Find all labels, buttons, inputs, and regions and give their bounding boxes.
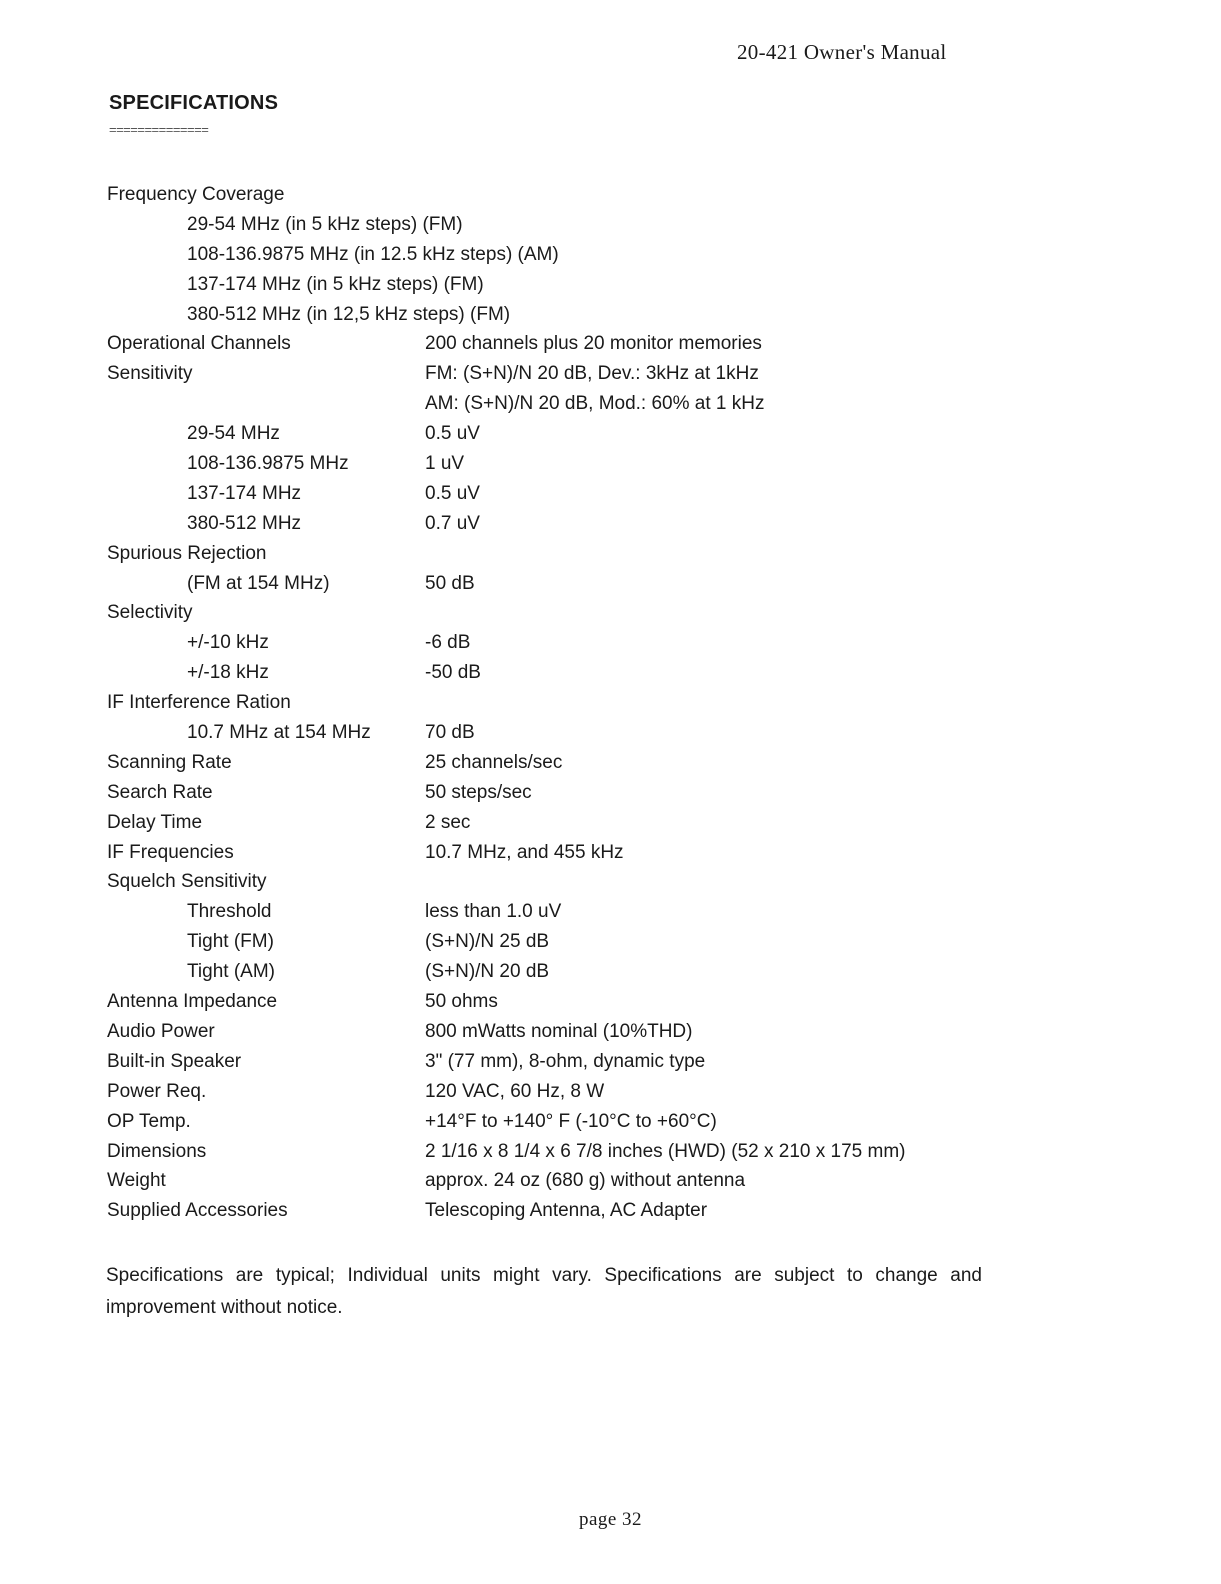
spec-label: Tight (AM) [187, 961, 275, 983]
spec-row [0, 569, 1221, 599]
spec-label: Tight (FM) [187, 931, 274, 953]
spec-label: Power Req. [107, 1080, 207, 1102]
spec-row [0, 210, 1221, 240]
spec-row [0, 957, 1221, 987]
spec-value: (S+N)/N 20 dB [425, 961, 550, 983]
spec-value: 50 ohms [425, 991, 498, 1013]
spec-row [0, 1196, 1221, 1226]
spec-row [0, 180, 1221, 210]
spec-row [0, 479, 1221, 509]
spec-label: Search Rate [107, 781, 213, 803]
spec-label: 380-512 MHz [187, 512, 302, 534]
spec-label: 108-136.9875 MHz (in 12.5 kHz steps) (AM) [187, 243, 559, 265]
spec-value: 70 dB [425, 722, 475, 744]
spec-row [0, 389, 1221, 419]
spec-label: Delay Time [107, 811, 203, 833]
page-number: page 32 [578, 1509, 643, 1530]
spec-row [0, 1077, 1221, 1107]
page-title: SPECIFICATIONS [109, 92, 279, 114]
spec-row [0, 359, 1221, 389]
spec-value: 50 dB [425, 572, 475, 594]
spec-label: 29-54 MHz (in 5 kHz steps) (FM) [187, 213, 463, 235]
spec-row [0, 449, 1221, 479]
spec-row [0, 808, 1221, 838]
spec-row [0, 300, 1221, 330]
spec-label: Sensitivity [107, 363, 193, 385]
spec-row [0, 658, 1221, 688]
spec-label: (FM at 154 MHz) [187, 572, 330, 594]
spec-label: Dimensions [107, 1140, 207, 1162]
spec-label: Scanning Rate [107, 751, 232, 773]
spec-label: 108-136.9875 MHz [187, 453, 349, 475]
spec-value: 0.5 uV [425, 482, 480, 504]
spec-row [0, 987, 1221, 1017]
spec-value: 2 sec [425, 811, 471, 833]
spec-row [0, 1166, 1221, 1196]
spec-row [0, 1137, 1221, 1167]
spec-row [0, 718, 1221, 748]
spec-label: Audio Power [107, 1020, 215, 1042]
spec-label: IF Interference Ration [107, 692, 291, 714]
spec-row [0, 419, 1221, 449]
spec-value: FM: (S+N)/N 20 dB, Dev.: 3kHz at 1kHz [425, 363, 759, 385]
manual-title: 20-421 Owner's Manual [737, 40, 947, 64]
spec-value: approx. 24 oz (680 g) without antenna [425, 1170, 746, 1192]
spec-label: Squelch Sensitivity [107, 871, 267, 893]
spec-label: 137-174 MHz [187, 482, 302, 504]
spec-label: IF Frequencies [107, 841, 234, 863]
spec-value: 1 uV [425, 453, 465, 475]
spec-value: 800 mWatts nominal (10%THD) [425, 1020, 693, 1042]
spec-label: Operational Channels [107, 333, 291, 355]
spec-row [0, 598, 1221, 628]
specifications-list [0, 180, 1221, 1226]
spec-label: Weight [107, 1170, 166, 1192]
spec-value: 3" (77 mm), 8-ohm, dynamic type [425, 1050, 706, 1072]
spec-label: OP Temp. [107, 1110, 191, 1132]
spec-value: 50 steps/sec [425, 781, 532, 803]
spec-value: 200 channels plus 20 monitor memories [425, 333, 762, 355]
spec-value: Telescoping Antenna, AC Adapter [425, 1200, 708, 1222]
spec-row [0, 240, 1221, 270]
spec-row [0, 1107, 1221, 1137]
spec-value: 0.5 uV [425, 423, 480, 445]
spec-row [0, 270, 1221, 300]
spec-value: -50 dB [425, 662, 481, 684]
spec-row [0, 329, 1221, 359]
spec-label: Spurious Rejection [107, 542, 267, 564]
spec-value: -6 dB [425, 632, 471, 654]
spec-value: 10.7 MHz, and 455 kHz [425, 841, 624, 863]
spec-value: (S+N)/N 25 dB [425, 931, 550, 953]
spec-value: less than 1.0 uV [425, 901, 562, 923]
title-rule: ============== [109, 122, 209, 137]
spec-label: Threshold [187, 901, 272, 923]
spec-label: 380-512 MHz (in 12,5 kHz steps) (FM) [187, 303, 511, 325]
spec-row [0, 927, 1221, 957]
spec-label: +/-18 kHz [187, 662, 269, 684]
disclaimer-note: Specifications are typical; Individual units might vary. Specifications are subject to change and improvement without notice. [106, 1265, 982, 1318]
spec-row [0, 748, 1221, 778]
spec-row [0, 778, 1221, 808]
spec-row [0, 1047, 1221, 1077]
spec-row [0, 1017, 1221, 1047]
spec-label: Built-in Speaker [107, 1050, 242, 1072]
spec-row [0, 628, 1221, 658]
spec-row [0, 897, 1221, 927]
spec-row [0, 539, 1221, 569]
spec-value: AM: (S+N)/N 20 dB, Mod.: 60% at 1 kHz [425, 393, 765, 415]
spec-label: 10.7 MHz at 154 MHz [187, 722, 371, 744]
spec-row [0, 838, 1221, 868]
spec-value: 2 1/16 x 8 1/4 x 6 7/8 inches (HWD) (52 x 210 x 175 mm) [425, 1140, 906, 1162]
spec-label: Selectivity [107, 602, 193, 624]
spec-value: +14°F to +140° F (-10°C to +60°C) [425, 1110, 717, 1132]
spec-label: 137-174 MHz (in 5 kHz steps) (FM) [187, 273, 484, 295]
spec-value: 25 channels/sec [425, 751, 563, 773]
spec-label: Antenna Impedance [107, 991, 278, 1013]
spec-label: +/-10 kHz [187, 632, 269, 654]
spec-row [0, 509, 1221, 539]
spec-label: 29-54 MHz [187, 423, 280, 445]
spec-row [0, 688, 1221, 718]
spec-row [0, 867, 1221, 897]
spec-value: 0.7 uV [425, 512, 480, 534]
spec-value: 120 VAC, 60 Hz, 8 W [425, 1080, 605, 1102]
spec-label: Frequency Coverage [107, 184, 285, 205]
spec-label: Supplied Accessories [107, 1200, 288, 1222]
